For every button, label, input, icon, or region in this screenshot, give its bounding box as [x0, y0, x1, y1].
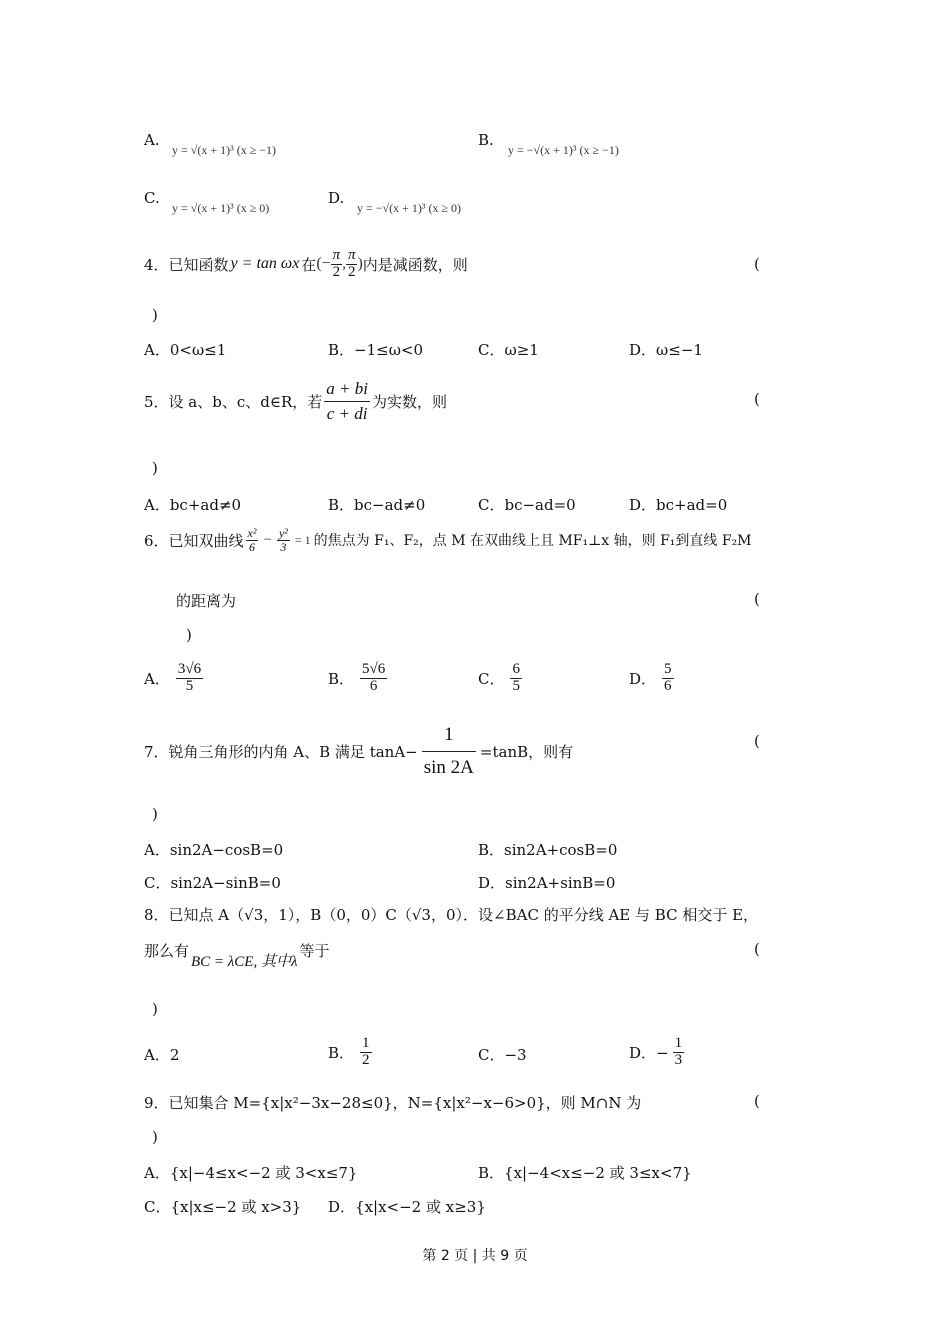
q5-open-paren: ( — [754, 390, 760, 408]
q3-option-a-label: A. — [144, 131, 160, 149]
q8-line2-suffix: 等于 — [299, 942, 330, 960]
q5-stem — [144, 380, 447, 423]
q5-denominator: c + di — [326, 403, 368, 423]
q4-mid: 在 — [301, 255, 317, 274]
q6-option-c — [478, 662, 522, 695]
q9-option-c: C．{x|x≤−2 或 x>3} — [144, 1198, 302, 1216]
q4-interval-open: (− — [316, 255, 331, 273]
q8-option-b — [328, 1036, 372, 1069]
q8-line1: 8．已知点 A（√3，1），B（0，0）C（√3，0）．设∠BAC 的平分线 AE 与 BC 相交于 E， — [144, 906, 759, 924]
q3-option-d-formula: y = −√(x + 1)³ (x ≥ 0) — [357, 201, 462, 215]
q8-option-a: A．2 — [144, 1046, 180, 1064]
q5-option-c: C．bc−ad=0 — [478, 496, 576, 514]
q4-option-a: A．0<ω≤1 — [144, 341, 227, 359]
q7-stem-prefix: 7．锐角三角形的内角 A、B 满足 tanA− — [144, 742, 418, 761]
q5-close-paren: ) — [152, 459, 158, 477]
q6-option-b-frac — [360, 662, 387, 695]
q8-open-paren: ( — [754, 940, 760, 958]
q6-option-d-label: D． — [629, 669, 657, 688]
q6-frac-x — [246, 527, 259, 553]
q8-option-b-frac — [360, 1036, 372, 1069]
q3-option-d-label: D. — [328, 189, 345, 207]
q8-option-d-frac — [673, 1036, 685, 1069]
q8-option-b-num: 1 — [362, 1035, 370, 1051]
q9-stem: 9．已知集合 M={x|x²−3x−28≤0}，N={x|x²−x−6>0}，则 M∩N 为 — [144, 1094, 642, 1112]
q8-option-d — [629, 1036, 684, 1069]
q6-option-b-label: B． — [328, 669, 355, 688]
q7-fraction — [422, 725, 476, 778]
q6-option-d-frac — [662, 662, 674, 695]
q6-frac-y-num: y² — [278, 526, 288, 540]
q5-option-b: B．bc−ad≠0 — [328, 496, 426, 514]
q6-option-a-den: 5 — [185, 677, 194, 694]
q7-close-paren: ) — [152, 805, 158, 823]
q4-close-paren: ) — [152, 306, 158, 324]
q6-option-d-den: 6 — [664, 677, 672, 694]
q6-option-c-den: 5 — [512, 677, 520, 694]
q5-stem-prefix: 5．设 a、b、c、d∈R，若 — [144, 392, 323, 411]
q5-option-d: D．bc+ad=0 — [629, 496, 728, 514]
q7-numerator: 1 — [422, 725, 476, 752]
q6-option-a-label: A． — [144, 669, 170, 688]
q8-option-d-label: D．− — [629, 1043, 669, 1062]
q5-stem-suffix: 为实数，则 — [371, 392, 447, 411]
q8-option-b-label: B． — [328, 1043, 355, 1062]
q6-frac-y-den: 3 — [280, 539, 287, 554]
q4-formula: y = tan ωx — [230, 255, 300, 273]
q4-frac-right — [346, 248, 358, 281]
q9-option-d: D．{x|x<−2 或 x≥3} — [328, 1198, 486, 1216]
q9-option-a: A．{x|−4≤x<−2 或 3<x≤7} — [144, 1164, 358, 1182]
q6-frac-x-den: 6 — [249, 539, 256, 554]
q6-frac-x-num: x² — [247, 526, 257, 540]
q7-option-c: C．sin2A−sinB=0 — [144, 874, 281, 892]
q8-line2 — [144, 940, 329, 971]
q6-minus: − — [263, 531, 272, 548]
q4-interval-close: ) — [357, 255, 363, 273]
q3-option-b-formula: y = −√(x + 1)³ (x ≥ −1) — [508, 143, 619, 157]
q4-option-d: D．ω≤−1 — [629, 341, 703, 359]
q6-close-paren: ) — [186, 626, 192, 644]
q4-two-left: 2 — [332, 263, 341, 280]
q6-option-d — [629, 662, 674, 695]
q4-open-paren: ( — [754, 255, 760, 273]
q6-eq: = 1 — [294, 532, 311, 547]
q7-option-b: B．sin2A+cosB=0 — [478, 841, 618, 859]
q7-stem — [144, 725, 573, 778]
q8-option-c: C．−3 — [478, 1046, 527, 1064]
q6-option-a — [144, 662, 203, 695]
q9-option-b: B．{x|−4<x≤−2 或 3≤x<7} — [478, 1164, 692, 1182]
q3-option-c-formula: y = √(x + 1)³ (x ≥ 0) — [172, 201, 270, 215]
q8-option-b-den: 2 — [362, 1051, 370, 1068]
q4-comma: , — [342, 255, 346, 272]
q4-pi-left: π — [332, 247, 341, 263]
q6-option-c-num: 6 — [512, 661, 520, 677]
q6-stem-prefix: 6．已知双曲线 — [144, 531, 244, 550]
q5-fraction — [324, 380, 370, 423]
q8-line2-prefix: 那么有 — [144, 942, 190, 960]
q4-option-c: C．ω≥1 — [478, 341, 539, 359]
q6-option-b-den: 6 — [369, 677, 378, 694]
page-footer: 第 2 页 | 共 9 页 — [422, 1248, 528, 1264]
q7-option-d: D．sin2A+sinB=0 — [478, 874, 616, 892]
q9-close-paren: ) — [152, 1128, 158, 1146]
q6-stem-suffix: 的焦点为 F₁、F₂，点 M 在双曲线上且 MF₁⊥x 轴，则 F₁到直线 F₂M — [313, 533, 752, 550]
q3-option-c-label: C. — [144, 189, 160, 207]
q9-open-paren: ( — [754, 1092, 760, 1110]
q6-option-a-num: 3√6 — [177, 661, 202, 677]
q8-close-paren: ) — [152, 1000, 158, 1018]
q6-frac-y — [277, 527, 290, 553]
q4-pi-right: π — [347, 247, 356, 263]
q6-option-c-frac — [510, 662, 522, 695]
q6-line2: 的距离为 — [176, 592, 237, 610]
q6-option-b — [328, 662, 387, 695]
q4-frac-left — [331, 248, 343, 281]
q7-denominator: sin 2A — [423, 756, 474, 778]
q7-open-paren: ( — [754, 732, 760, 750]
q8-formula: BC = λCE, 其中λ — [191, 954, 298, 970]
q6-option-c-label: C． — [478, 669, 505, 688]
q3-option-b-label: B. — [478, 131, 494, 149]
q4-stem — [144, 248, 468, 281]
q6-option-b-num: 5√6 — [362, 661, 386, 677]
q7-option-a: A．sin2A−cosB=0 — [144, 841, 284, 859]
q4-stem-suffix: 内是减函数，则 — [362, 255, 468, 274]
q7-stem-suffix: =tanB，则有 — [479, 742, 574, 761]
q6-open-paren: ( — [754, 590, 760, 608]
q8-option-d-num: 1 — [674, 1035, 683, 1051]
q6-stem — [144, 527, 752, 553]
q5-numerator: a + bi — [324, 380, 370, 402]
q8-option-d-den: 3 — [674, 1051, 683, 1068]
q5-option-a: A．bc+ad≠0 — [144, 496, 242, 514]
q3-option-a-formula: y = √(x + 1)³ (x ≥ −1) — [172, 143, 277, 157]
q6-option-d-num: 5 — [664, 661, 672, 677]
q4-two-right: 2 — [347, 263, 356, 280]
q4-stem-prefix: 4．已知函数 — [144, 255, 229, 274]
q6-option-a-frac — [176, 662, 203, 695]
q4-option-b: B．−1≤ω<0 — [328, 341, 424, 359]
